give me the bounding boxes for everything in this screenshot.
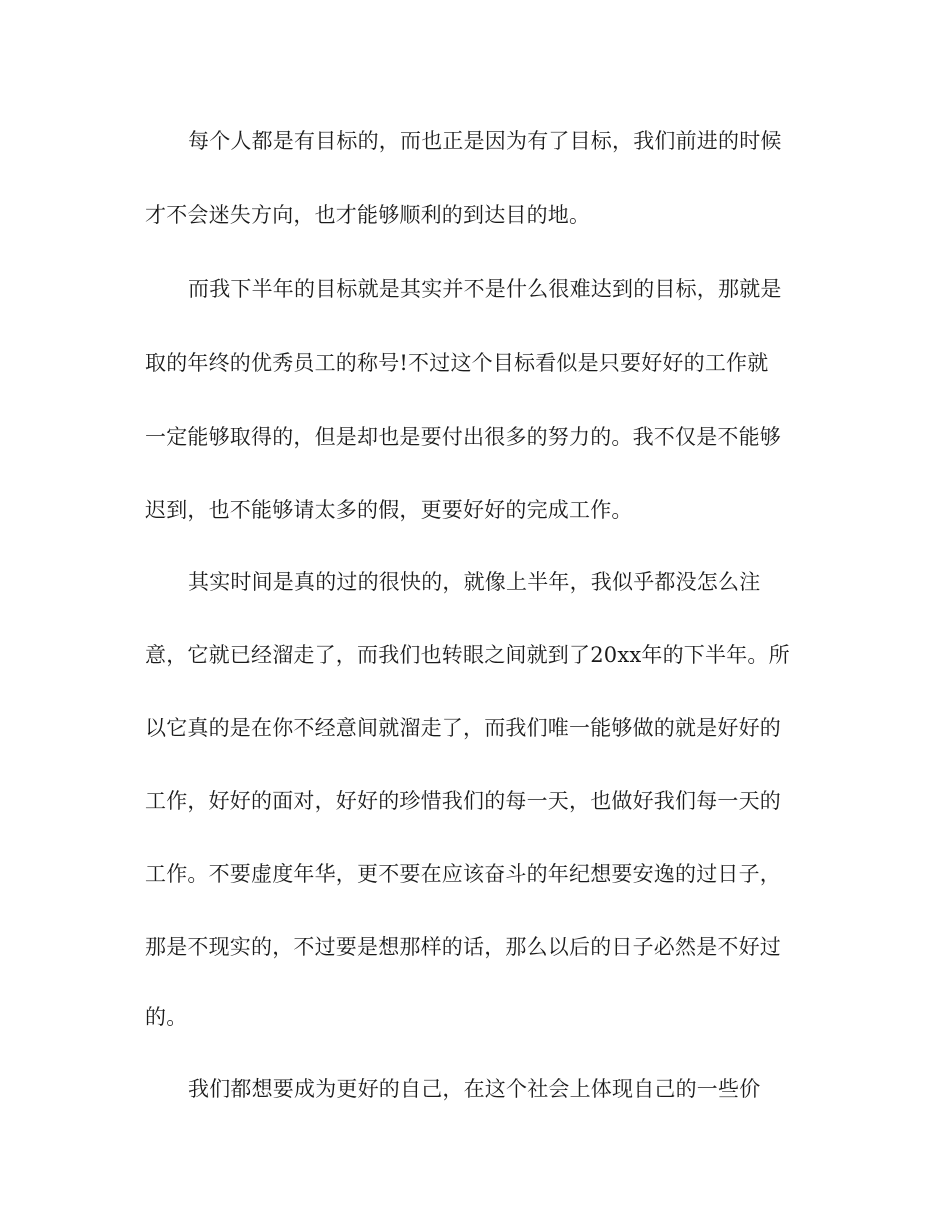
paragraph-2-line-3: 一定能够取得的，但是却也是要付出很多的努力的。我不仅是不能够 xyxy=(145,425,781,449)
paragraph-1-line-2: 才不会迷失方向，也才能够顺利的到达目的地。 xyxy=(145,203,591,227)
paragraph-3-line-7: 的。 xyxy=(145,1005,188,1029)
paragraph-2-line-1: 而我下半年的目标就是其实并不是什么很难达到的目标，那就是 xyxy=(188,277,782,301)
paragraph-2-line-4: 迟到，也不能够请太多的假，更要好好的完成工作。 xyxy=(145,498,633,522)
paragraph-3-line-3: 以它真的是在你不经意间就溜走了，而我们唯一能够做的就是好好的 xyxy=(145,716,781,740)
paragraph-3-line-5: 工作。不要虚度年华，更不要在应该奋斗的年纪想要安逸的过日子， xyxy=(145,862,781,886)
paragraph-3-line-4: 工作，好好的面对，好好的珍惜我们的每一天，也做好我们每一天的 xyxy=(145,789,781,813)
paragraph-3-line-6: 那是不现实的，不过要是想那样的话，那么以后的日子必然是不好过 xyxy=(145,935,781,959)
paragraph-3-line-1: 其实时间是真的过的很快的，就像上半年，我似乎都没怎么注 xyxy=(188,570,761,594)
paragraph-4-line-1: 我们都想要成为更好的自己，在这个社会上体现自己的一些价 xyxy=(188,1077,761,1101)
paragraph-3-line-2: 意，它就已经溜走了，而我们也转眼之间就到了20xx年的下半年。所 xyxy=(145,643,790,667)
paragraph-2-line-2: 取的年终的优秀员工的称号!不过这个目标看似是只要好好的工作就 xyxy=(145,351,769,375)
paragraph-1-line-1: 每个人都是有目标的，而也正是因为有了目标，我们前进的时候 xyxy=(188,129,782,153)
